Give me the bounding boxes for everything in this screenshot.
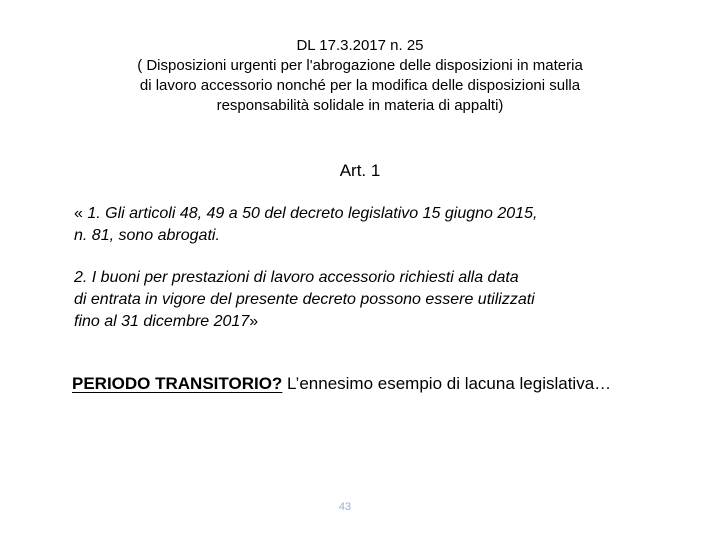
decree-title xyxy=(60,36,660,116)
decree-title-line: responsabilità solidale in materia di appalti) xyxy=(216,97,504,114)
comma-2-line-3 xyxy=(74,311,674,333)
article-comma-2 xyxy=(74,267,674,333)
decree-title-line: ( Disposizioni urgenti per l'abrogazione delle disposizioni in materia xyxy=(137,57,583,74)
commentary xyxy=(72,373,692,395)
comma-2-line-1: 2. I buoni per prestazioni di lavoro accessorio richiesti alla data xyxy=(74,269,519,286)
article-heading: Art. 1 xyxy=(339,161,381,180)
article-comma-1 xyxy=(74,203,674,247)
comma-2-line-2: di entrata in vigore del presente decreto possono essere utilizzati xyxy=(74,291,535,308)
close-quote-mark: » xyxy=(249,313,259,330)
page-number: 43 xyxy=(338,501,352,513)
commentary-text: L’ennesimo esempio di lacuna legislativa… xyxy=(282,374,612,393)
open-quote-mark: « xyxy=(74,205,83,222)
comma-1-text: 1. Gli articoli 48, 49 a 50 del decreto legislativo 15 giugno 2015, xyxy=(82,205,538,222)
decree-title-line: di lavoro accessorio nonché per la modifica delle disposizioni sulla xyxy=(139,77,581,94)
comma-2-text: fino al 31 dicembre 2017 xyxy=(74,313,250,330)
decree-title-line: DL 17.3.2017 n. 25 xyxy=(296,37,424,54)
commentary-label: PERIODO TRANSITORIO? xyxy=(72,374,283,393)
comma-1-line-1 xyxy=(74,203,674,225)
comma-1-line-2: n. 81, sono abrogati. xyxy=(74,227,220,244)
